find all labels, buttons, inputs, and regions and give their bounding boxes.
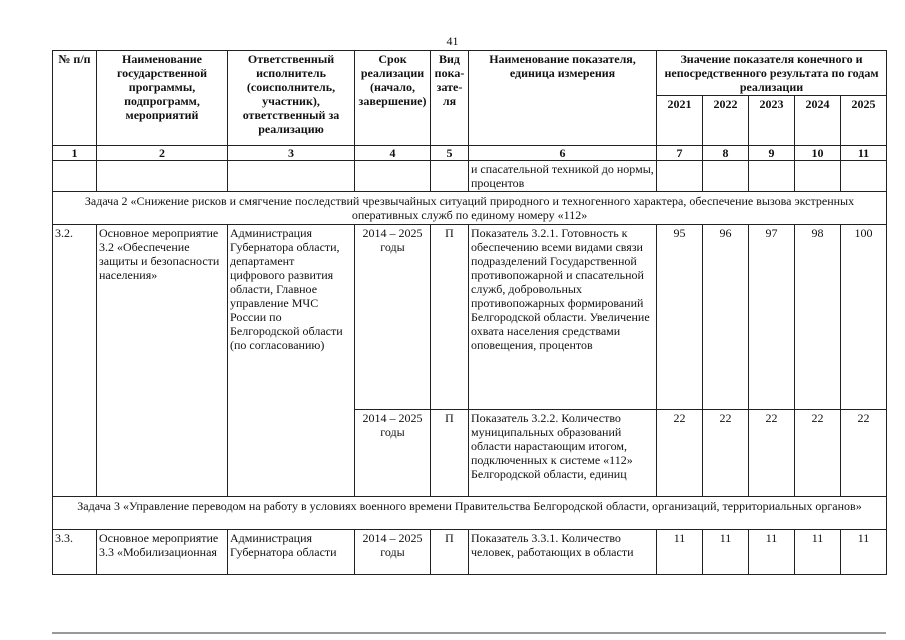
indicator-type: П (431, 225, 469, 410)
col-number: 4 (355, 146, 431, 161)
value-2025: 11 (841, 530, 887, 575)
col-number: 6 (469, 146, 657, 161)
value-2025: 22 (841, 410, 887, 497)
col-number: 7 (657, 146, 703, 161)
indicator-name: Показатель 3.3.1. Количество человек, работающих в области (469, 530, 657, 575)
value-2024: 98 (795, 225, 841, 410)
task-3-heading: Задача 3 «Управление переводом на работу в условиях военного времени Правительства Белгородской области, организаций, территориальных органов» (53, 497, 887, 530)
value-2023: 97 (749, 225, 795, 410)
col-number: 8 (703, 146, 749, 161)
measure-name: Основное мероприятие 3.3 «Мобилизационная (97, 530, 228, 575)
header-name: Наименование государственной программы, подпрограмм, мероприятий (97, 51, 228, 146)
table-row (53, 225, 887, 410)
header-indicator: Наименование показателя, единица измерения (469, 51, 657, 146)
col-number: 3 (228, 146, 355, 161)
indicator-type: П (431, 530, 469, 575)
header-year: 2022 (703, 96, 749, 146)
header-responsible: Ответственный исполнитель (соисполнитель, участник), ответственный за реализацию (228, 51, 355, 146)
col-number: 11 (841, 146, 887, 161)
value-2021: 95 (657, 225, 703, 410)
row-number: 3.3. (53, 530, 97, 575)
header-row (53, 51, 887, 96)
term: 2014 – 2025 годы (355, 225, 431, 410)
task-2-heading: Задача 2 «Снижение рисков и смягчение последствий чрезвычайных ситуаций природного и техногенного характера, обеспечение вызова экстренных оперативных служб по единому номеру «112» (53, 192, 887, 225)
header-values-title: Значение показателя конечного и непосредственного результата по годам реализации (657, 51, 887, 96)
responsible-executor: Администрация Губернатора области (228, 530, 355, 575)
task-row (53, 497, 887, 530)
indicator-name: Показатель 3.2.2. Количество муниципальных образований области нарастающим итогом, подключенных к системе «112» Белгородской области, единиц (469, 410, 657, 497)
program-table (52, 50, 887, 575)
header-type: Вид пока-зате-ля (431, 51, 469, 146)
term: 2014 – 2025 годы (355, 530, 431, 575)
value-2024: 11 (795, 530, 841, 575)
col-number: 10 (795, 146, 841, 161)
header-num: № п/п (53, 51, 97, 146)
value-2022: 11 (703, 530, 749, 575)
header-year: 2025 (841, 96, 887, 146)
header-year: 2024 (795, 96, 841, 146)
value-2024: 22 (795, 410, 841, 497)
page-edge-line (52, 632, 886, 634)
row-number: 3.2. (53, 225, 97, 497)
task-row (53, 192, 887, 225)
value-2023: 22 (749, 410, 795, 497)
value-2022: 96 (703, 225, 749, 410)
responsible-executor: Администрация Губернатора области, департамент цифрового развития области, Главное управление МЧС России по Белгородской области (по согласованию) (228, 225, 355, 497)
value-2025: 100 (841, 225, 887, 410)
table-row (53, 530, 887, 575)
indicator-name: Показатель 3.2.1. Готовность к обеспечению всеми видами связи подразделений Государственной противопожарной и спасательной служб, добровольных противопожарных формирований Белгородской области. Увеличение охвата населения средствами оповещения, процентов (469, 225, 657, 410)
column-numbers-row (53, 146, 887, 161)
page-number: 41 (446, 34, 459, 48)
continuation-indicator: и спасательной техникой до нормы, процентов (469, 161, 657, 192)
col-number: 9 (749, 146, 795, 161)
term: 2014 – 2025 годы (355, 410, 431, 497)
value-2021: 22 (657, 410, 703, 497)
value-2021: 11 (657, 530, 703, 575)
col-number: 2 (97, 146, 228, 161)
header-term: Срок реализации (начало, завершение) (355, 51, 431, 146)
value-2022: 22 (703, 410, 749, 497)
col-number: 1 (53, 146, 97, 161)
header-year: 2021 (657, 96, 703, 146)
col-number: 5 (431, 146, 469, 161)
continuation-row (53, 161, 887, 192)
measure-name: Основное мероприятие 3.2 «Обеспечение защиты и безопасности населения» (97, 225, 228, 497)
header-year: 2023 (749, 96, 795, 146)
value-2023: 11 (749, 530, 795, 575)
indicator-type: П (431, 410, 469, 497)
